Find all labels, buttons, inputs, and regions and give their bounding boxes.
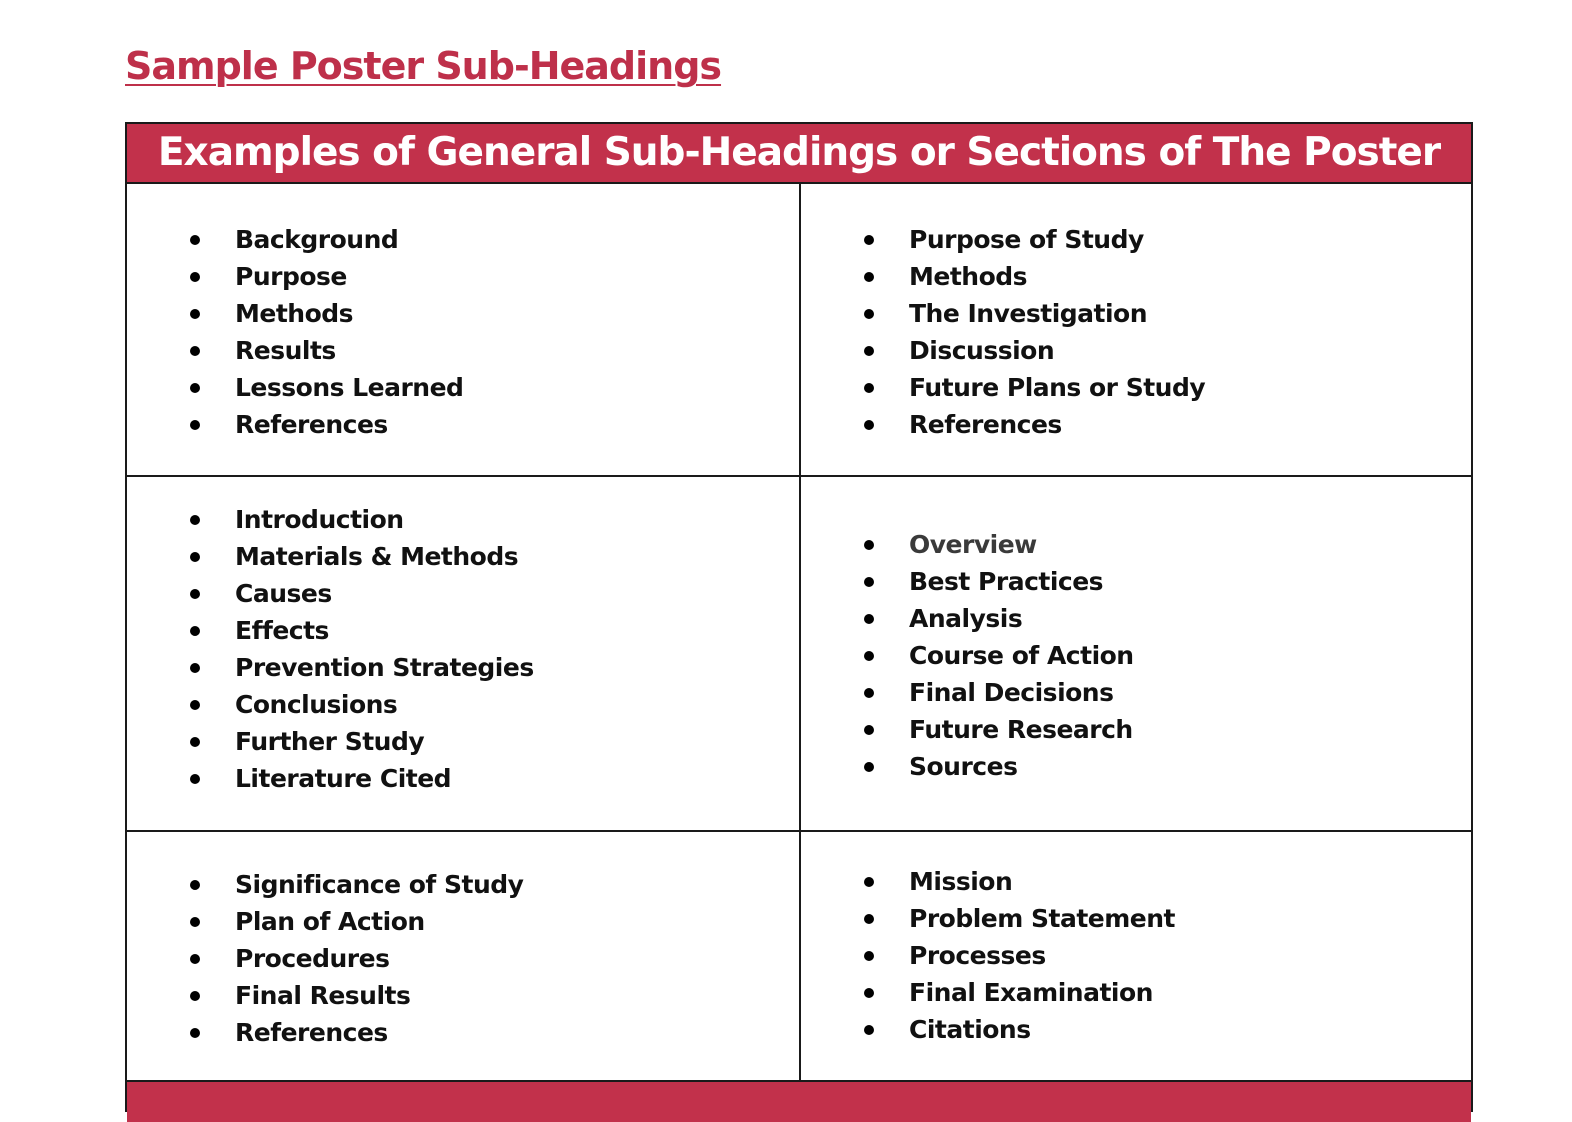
list-item-label: Lessons Learned (235, 373, 464, 402)
bullet-icon (864, 614, 874, 624)
bullet-icon (190, 383, 200, 393)
list-item (127, 575, 534, 612)
list-item (801, 1011, 1175, 1048)
list-item (801, 563, 1134, 600)
list-item-label: Final Examination (909, 978, 1153, 1007)
list-item-label: Discussion (909, 336, 1055, 365)
list-item (801, 711, 1134, 748)
bullet-icon (190, 515, 200, 525)
list-item-label: Analysis (909, 604, 1023, 633)
list-item (127, 649, 534, 686)
list-item-label: Methods (235, 299, 354, 328)
subheadings-table (125, 122, 1473, 1112)
table-footer-band (127, 1082, 1471, 1122)
bullet-icon (190, 991, 200, 1001)
list-item (801, 937, 1175, 974)
bullet-icon (864, 877, 874, 887)
bullet-icon (864, 272, 874, 282)
bullet-icon (190, 235, 200, 245)
bullet-icon (864, 762, 874, 772)
list-item-label: Effects (235, 616, 329, 645)
list-item (801, 406, 1205, 443)
list-item (801, 526, 1134, 563)
list-item (127, 258, 463, 295)
list-item-label: Future Research (909, 715, 1133, 744)
list-item (801, 295, 1205, 332)
bullet-icon (864, 420, 874, 430)
list-item-label: Future Plans or Study (909, 373, 1206, 402)
list-item (127, 723, 534, 760)
list-item (127, 221, 463, 258)
bullet-icon (190, 589, 200, 599)
bullet-icon (190, 663, 200, 673)
page-title: Sample Poster Sub-Headings (125, 44, 722, 88)
list-item (801, 863, 1175, 900)
cell-list (801, 526, 1134, 785)
list-item-label: Final Results (235, 981, 411, 1010)
bullet-icon (864, 383, 874, 393)
bullet-icon (190, 626, 200, 636)
list-item (127, 940, 523, 977)
bullet-icon (190, 272, 200, 282)
list-item-label: Materials & Methods (235, 542, 519, 571)
list-item-label: Best Practices (909, 567, 1104, 596)
list-item (127, 903, 523, 940)
cell-list (127, 221, 463, 443)
list-item (801, 369, 1205, 406)
list-item (127, 612, 534, 649)
bullet-icon (190, 954, 200, 964)
bullet-icon (864, 988, 874, 998)
list-item-label: Sources (909, 752, 1018, 781)
list-item (127, 866, 523, 903)
bullet-icon (864, 1025, 874, 1035)
bullet-icon (190, 917, 200, 927)
list-item (801, 674, 1134, 711)
bullet-icon (864, 725, 874, 735)
list-item-label: Purpose (235, 262, 347, 291)
list-item-label: Conclusions (235, 690, 398, 719)
list-item (801, 748, 1134, 785)
list-item-label: Final Decisions (909, 678, 1114, 707)
list-item-label: Significance of Study (235, 870, 524, 899)
list-item-label: Mission (909, 867, 1013, 896)
list-item-label: Plan of Action (235, 907, 425, 936)
list-item (801, 332, 1205, 369)
bullet-icon (190, 774, 200, 784)
bullet-icon (864, 914, 874, 924)
list-item (801, 221, 1205, 258)
cell-list (801, 863, 1175, 1048)
list-item (127, 332, 463, 369)
list-item-label: References (909, 410, 1062, 439)
list-item (801, 637, 1134, 674)
bullet-icon (190, 309, 200, 319)
bullet-icon (864, 346, 874, 356)
bullet-icon (190, 346, 200, 356)
bullet-icon (190, 420, 200, 430)
list-item (127, 295, 463, 332)
list-item (801, 258, 1205, 295)
list-item-label: Introduction (235, 505, 404, 534)
bullet-icon (190, 1028, 200, 1038)
bullet-icon (190, 700, 200, 710)
list-item-label: Purpose of Study (909, 225, 1144, 254)
list-item-label: Causes (235, 579, 332, 608)
list-item (127, 406, 463, 443)
list-item-label: Results (235, 336, 336, 365)
list-item (801, 900, 1175, 937)
bullet-icon (190, 737, 200, 747)
bullet-icon (864, 688, 874, 698)
list-item (127, 1014, 523, 1051)
list-item-label: Processes (909, 941, 1046, 970)
list-item (801, 974, 1175, 1011)
bullet-icon (864, 651, 874, 661)
list-item-label: Citations (909, 1015, 1031, 1044)
list-item-label: The Investigation (909, 299, 1148, 328)
bullet-icon (190, 552, 200, 562)
bullet-icon (864, 540, 874, 550)
list-item-label: References (235, 1018, 388, 1047)
bullet-icon (864, 577, 874, 587)
list-item-label: Prevention Strategies (235, 653, 534, 682)
list-item-label: Course of Action (909, 641, 1134, 670)
list-item-label: Methods (909, 262, 1028, 291)
list-item-label: Literature Cited (235, 764, 452, 793)
list-item-label: Procedures (235, 944, 390, 973)
list-item-label: Overview (909, 530, 1037, 559)
cell-list (127, 866, 523, 1051)
list-item-label: Problem Statement (909, 904, 1175, 933)
list-item (127, 538, 534, 575)
list-item-label: Background (235, 225, 399, 254)
list-item (127, 977, 523, 1014)
list-item (127, 686, 534, 723)
cell-list (127, 501, 534, 797)
cell-list (801, 221, 1205, 443)
bullet-icon (190, 880, 200, 890)
bullet-icon (864, 951, 874, 961)
table-header: Examples of General Sub-Headings or Sections of The Poster (127, 124, 1471, 184)
list-item-label: Further Study (235, 727, 425, 756)
list-item (801, 600, 1134, 637)
list-item (127, 501, 534, 538)
list-item-label: References (235, 410, 388, 439)
list-item (127, 760, 534, 797)
bullet-icon (864, 235, 874, 245)
bullet-icon (864, 309, 874, 319)
list-item (127, 369, 463, 406)
